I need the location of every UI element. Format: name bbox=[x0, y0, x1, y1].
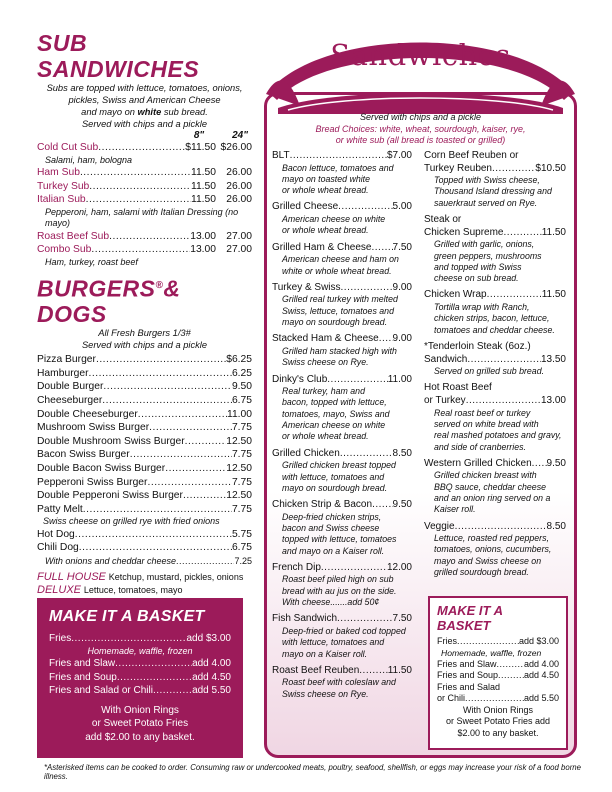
item-name: Sandwich bbox=[424, 353, 468, 365]
item-name: Pizza Burger bbox=[37, 354, 96, 366]
item-description: Ham, turkey, roast beef bbox=[45, 257, 138, 268]
item-price: 27.00 bbox=[226, 244, 252, 256]
item-price: add 4.00 bbox=[192, 658, 231, 669]
item-description: with lettuce, tomatoes and bbox=[282, 471, 385, 482]
item-description: Swiss, lettuce, tomatoes and bbox=[282, 305, 394, 316]
sandwiches-intro: Served with chips and a pickle Bread Choices: white, wheat, sourdough, kaiser, rye, or white sub (all bread is toasted or grilled) bbox=[315, 112, 526, 146]
item-price: 9.50 bbox=[546, 457, 566, 469]
item-price: 9.50 bbox=[392, 499, 412, 511]
basket-fries-row: Fries ..... add $3.00 bbox=[437, 636, 559, 648]
item-name: Fries and Soup bbox=[437, 670, 499, 680]
burgers-intro: All Fresh Burgers 1/3# Served with chips and a pickle bbox=[81, 328, 208, 351]
sandwiches-title: Sandwiches bbox=[330, 38, 511, 72]
sandwich-item-row bbox=[272, 613, 412, 626]
item-price: 8.50 bbox=[392, 447, 412, 459]
item-name: Chicken Wrap bbox=[424, 289, 487, 301]
basket-item-row bbox=[49, 671, 231, 685]
item-price: 7.50 bbox=[392, 613, 412, 625]
sub-sandwiches-title: SUB SANDWICHES bbox=[37, 30, 200, 82]
burger-item-row bbox=[37, 367, 252, 381]
item-description: Pepperoni, ham, salami with Italian Dressing (no mayo) bbox=[45, 206, 239, 229]
item-name: Combo Sub bbox=[37, 244, 92, 256]
item-price: 5.75 bbox=[231, 528, 252, 540]
item-price: 8.50 bbox=[546, 520, 566, 532]
item-price: 11.50 bbox=[541, 289, 566, 301]
sandwich-item-row bbox=[272, 282, 412, 295]
basket-note: With Onion Rings or Sweet Potato Fries add $2.00 to any basket. bbox=[445, 704, 551, 738]
item-description: With cheese.......add 50¢ bbox=[282, 597, 380, 608]
item-price: 9.00 bbox=[392, 333, 412, 345]
spacer bbox=[272, 700, 412, 705]
item-description: mayo on sourdough bread. bbox=[282, 482, 388, 493]
item-name: Chicken Strip & Bacon bbox=[272, 499, 373, 511]
item-name: Grilled Chicken bbox=[272, 447, 340, 459]
item-name: Fish Sandwich bbox=[272, 613, 338, 625]
item-description: tomatoes, onions, cucumbers, bbox=[434, 544, 552, 555]
sub-item-row bbox=[37, 230, 252, 244]
burger-item-row bbox=[37, 421, 252, 435]
basket-right-list bbox=[437, 659, 559, 682]
basket-item-row bbox=[437, 670, 559, 682]
item-description: grilled sourdough bread. bbox=[434, 567, 529, 578]
item-description: tomatoes and cheddar cheese. bbox=[434, 324, 555, 335]
item-description: Grilled with garlic, onions, bbox=[434, 239, 535, 250]
item-description: topped with lettuce, tomatoes bbox=[282, 534, 397, 545]
item-name: Patty Melt bbox=[37, 503, 83, 515]
item-name: Hot Dog bbox=[37, 528, 75, 540]
sandwich-item-row bbox=[272, 150, 412, 163]
item-description: Real turkey, ham and bbox=[282, 386, 365, 397]
sandwich-item-row bbox=[424, 163, 566, 176]
item-name: Roast Beef Sub bbox=[37, 230, 110, 242]
item-name: Turkey Reuben bbox=[424, 162, 492, 174]
item-description: mayo on toasted white bbox=[282, 173, 371, 184]
basket-item-row bbox=[49, 657, 231, 671]
item-description: Roast beef with coleslaw and bbox=[282, 677, 396, 688]
item-description: bacon, topped with lettuce, bbox=[282, 397, 387, 408]
item-description: Thousand Island dressing and bbox=[434, 186, 552, 197]
sandwich-item-row bbox=[424, 521, 566, 534]
item-name: Grilled Ham & Cheese bbox=[272, 241, 372, 253]
item-price: 26.00 bbox=[226, 167, 252, 179]
burger-item-row bbox=[37, 448, 252, 462]
item-name-prefix: Hot Roast Beef bbox=[424, 382, 492, 394]
item-name: Roast Beef Reuben bbox=[272, 664, 360, 676]
item-name: Fries and Salad or Chili bbox=[49, 685, 153, 696]
sandwich-item-row bbox=[424, 395, 566, 408]
item-description: Roast beef piled high on sub bbox=[282, 574, 394, 585]
basket-salad-row-2: or Chili ..... add 5.50 bbox=[437, 693, 559, 705]
item-price: 7.75 bbox=[231, 476, 252, 488]
item-price: 11.50 bbox=[387, 664, 412, 676]
burger-item-row bbox=[37, 462, 252, 476]
item-name: Hamburger bbox=[37, 367, 89, 379]
full-house-row: FULL HOUSE Ketchup, mustard, pickles, onions bbox=[37, 570, 244, 583]
burger-item-row bbox=[37, 353, 252, 367]
item-name-prefix: Steak or bbox=[424, 214, 462, 226]
sandwich-item-row bbox=[424, 354, 566, 367]
subs-intro-line: Subs are topped with lettuce, tomatoes, onions, bbox=[46, 83, 243, 93]
item-price: add 5.50 bbox=[192, 685, 231, 696]
subs-intro-line: and mayo on white sub bread. bbox=[81, 107, 208, 117]
item-description: Real roast beef or turkey bbox=[434, 407, 531, 418]
sandwich-item-row bbox=[272, 499, 412, 512]
burger-item-row bbox=[37, 476, 252, 490]
item-description: real mashed potatoes and gravy, bbox=[434, 430, 562, 441]
item-description: cheese on sub bread. bbox=[434, 273, 519, 284]
item-description: and topped with Swiss bbox=[434, 261, 522, 272]
dogs-list bbox=[37, 528, 252, 555]
dog-item-row bbox=[37, 528, 252, 542]
basket-note: With Onion Rings or Sweet Potato Fries add $2.00 to any basket. bbox=[85, 704, 195, 743]
item-price: 5.00 bbox=[392, 201, 412, 213]
sandwich-item-row bbox=[272, 448, 412, 461]
spacer bbox=[424, 578, 566, 583]
sub-item-row bbox=[37, 141, 252, 155]
basket-fries-desc: Homemade, waffle, frozen bbox=[87, 645, 193, 656]
item-description: served on white bread with bbox=[434, 418, 539, 429]
size-8-label: 8" bbox=[193, 130, 205, 141]
item-name: Grilled Cheese bbox=[272, 201, 339, 213]
item-price: 11.50 bbox=[190, 167, 216, 179]
burger-item-row bbox=[37, 380, 252, 394]
sandwich-item-row bbox=[272, 333, 412, 346]
item-price: $11.50 bbox=[185, 142, 216, 153]
item-price: 9.00 bbox=[392, 281, 412, 293]
item-name: Cheeseburger bbox=[37, 395, 103, 406]
item-price: $7.00 bbox=[386, 150, 412, 161]
item-description: with lettuce, tomatoes and bbox=[282, 637, 385, 648]
item-name: Western Grilled Chicken bbox=[424, 457, 532, 469]
burger-item-row bbox=[37, 503, 252, 517]
item-price: 26.00 bbox=[226, 180, 252, 192]
item-description: white or whole wheat bread. bbox=[282, 265, 392, 276]
item-price: 11.00 bbox=[226, 408, 252, 420]
item-price: 6.25 bbox=[231, 367, 252, 379]
subs-intro-line: pickles, Swiss and American Cheese bbox=[68, 95, 221, 105]
item-description: or whole wheat bread. bbox=[282, 431, 369, 442]
item-description: mayo and Swiss cheese on bbox=[434, 555, 542, 566]
item-name: Italian Sub bbox=[37, 194, 86, 206]
burgers-dogs-title: BURGERS®& DOGS bbox=[37, 275, 181, 328]
sub-item-row bbox=[37, 166, 252, 180]
footnote: *Asterisked items can be cooked to order. Consuming raw or undercooked meats, poultry, seafood, shellfish, or eggs may increase your risk of a food borne illness. bbox=[44, 763, 581, 781]
subs-intro-line: Served with chips and a pickle bbox=[81, 119, 208, 129]
item-price: add 4.50 bbox=[192, 671, 231, 683]
item-price: 7.75 bbox=[231, 449, 252, 461]
item-name: French Dip bbox=[272, 561, 321, 573]
item-name: Cold Cut Sub bbox=[37, 142, 99, 153]
item-price: 11.50 bbox=[190, 194, 216, 206]
left-column bbox=[37, 30, 252, 598]
item-price: add 4.50 bbox=[523, 670, 559, 680]
sub-item-row bbox=[37, 193, 252, 207]
item-price: $10.50 bbox=[535, 162, 566, 174]
item-description: or whole wheat bread. bbox=[282, 185, 369, 196]
item-description: Salami, ham, bologna bbox=[45, 154, 133, 165]
item-price: 27.00 bbox=[226, 230, 252, 242]
item-price: add 4.00 bbox=[523, 658, 559, 669]
basket-title: MAKE IT A BASKET bbox=[49, 608, 205, 625]
item-price: 11.50 bbox=[190, 180, 216, 192]
item-name: Turkey & Swiss bbox=[272, 281, 341, 293]
item-name: Double Bacon Swiss Burger bbox=[37, 462, 166, 474]
item-price: 11.00 bbox=[387, 373, 412, 385]
basket-left-list bbox=[49, 657, 231, 698]
item-name: Mushroom Swiss Burger bbox=[37, 422, 150, 434]
item-name: or Turkey bbox=[424, 395, 466, 407]
item-name: Chicken Supreme bbox=[424, 226, 504, 238]
item-price: 9.50 bbox=[231, 381, 252, 393]
burger-item-row bbox=[37, 489, 252, 503]
item-description: Grilled real turkey with melted bbox=[282, 294, 398, 305]
item-price: 11.50 bbox=[541, 226, 566, 238]
sandwich-item-row bbox=[272, 374, 412, 387]
item-description: Grilled ham stacked high with bbox=[282, 345, 397, 356]
sub-item-row bbox=[37, 180, 252, 194]
sub-item-row bbox=[37, 243, 252, 257]
sandwich-item-row bbox=[272, 562, 412, 575]
item-name: Veggie bbox=[424, 520, 455, 532]
sandwich-item-row bbox=[424, 227, 566, 240]
item-name: Bacon Swiss Burger bbox=[37, 449, 130, 461]
item-description: Grilled chicken breast with bbox=[434, 470, 537, 481]
burger-item-row bbox=[37, 408, 252, 422]
basket-salad-row: Fries and Salad bbox=[437, 681, 501, 692]
item-description: Swiss cheese on Rye. bbox=[282, 357, 369, 368]
item-price: 12.50 bbox=[226, 490, 252, 502]
item-price: 7.50 bbox=[392, 241, 412, 253]
item-price: 7.75 bbox=[231, 422, 252, 434]
item-name: Chili Dog bbox=[37, 542, 79, 554]
item-price: 7.75 bbox=[231, 503, 252, 515]
item-price: 13.00 bbox=[540, 395, 566, 407]
item-description: Tortilla wrap with Ranch, bbox=[434, 302, 530, 313]
patty-melt-desc: Swiss cheese on grilled rye with fried onions bbox=[43, 516, 220, 527]
item-name-prefix: *Tenderloin Steak (6oz.) bbox=[424, 340, 531, 352]
item-name-prefix: Corn Beef Reuben or bbox=[424, 150, 519, 161]
sub-size-headers bbox=[37, 130, 252, 141]
sandwich-item-row bbox=[272, 665, 412, 678]
item-description: and side of cranberries. bbox=[434, 441, 526, 452]
sandwich-item-row bbox=[272, 201, 412, 214]
item-price: $6.25 bbox=[226, 354, 252, 366]
item-price: 12.00 bbox=[386, 561, 412, 573]
subs-list bbox=[37, 141, 252, 269]
sandwich-item-row bbox=[424, 458, 566, 471]
item-description: or whole wheat bread. bbox=[282, 225, 369, 236]
sandwich-item-row bbox=[272, 242, 412, 255]
item-description: Topped with Swiss cheese, bbox=[434, 175, 540, 186]
item-description: bread with au jus on the side. bbox=[282, 585, 397, 596]
item-name: Dinky's Club bbox=[272, 373, 328, 385]
basket-fries-row: Fries ..... add $3.00 bbox=[49, 632, 231, 646]
item-name: Fries and Slaw bbox=[437, 658, 497, 669]
item-description: Lettuce, roasted red peppers, bbox=[434, 533, 549, 544]
item-price: 26.00 bbox=[226, 194, 252, 206]
item-name: Fries and Soup bbox=[49, 671, 117, 683]
item-description: Bacon lettuce, tomatoes and bbox=[282, 162, 394, 173]
basket-item-row bbox=[49, 684, 231, 698]
item-name: Ham Sub bbox=[37, 167, 80, 179]
burger-item-row bbox=[37, 435, 252, 449]
item-description: Deep-fried chicken strips, bbox=[282, 511, 382, 522]
basket-fries-desc: Homemade, waffle, frozen bbox=[441, 647, 542, 658]
item-description: and mayo on a Kaiser roll. bbox=[282, 545, 385, 556]
item-description: BBQ sauce, cheddar cheese bbox=[434, 481, 546, 492]
item-name: Fries and Slaw bbox=[49, 658, 116, 669]
make-it-a-basket-right bbox=[428, 596, 568, 750]
dog-option-row: With onions and cheddar cheese ..... 7.25 bbox=[37, 555, 252, 569]
item-description: Swiss cheese on Rye. bbox=[282, 688, 369, 699]
item-description: green peppers, mushrooms bbox=[434, 250, 542, 261]
item-price: 6.75 bbox=[231, 395, 252, 406]
item-description: Served on grilled sub bread. bbox=[434, 366, 545, 377]
item-price: 13.00 bbox=[190, 230, 216, 242]
make-it-a-basket-left bbox=[37, 598, 243, 758]
item-description: mayo on sourdough bread. bbox=[282, 317, 388, 328]
item-name: Stacked Ham & Cheese bbox=[272, 333, 379, 345]
item-price: 13.50 bbox=[540, 353, 566, 365]
item-description: mayo on a Kaiser roll. bbox=[282, 648, 368, 659]
item-price: 6.75 bbox=[231, 542, 252, 554]
item-price: 12.50 bbox=[226, 435, 252, 447]
item-description: chicken strips, bacon, lettuce, bbox=[434, 313, 550, 324]
item-description: sauerkraut served on Rye. bbox=[434, 197, 538, 208]
sandwiches-col-2 bbox=[424, 150, 566, 583]
item-description: Grilled chicken breast topped bbox=[282, 460, 396, 471]
burgers-list bbox=[37, 353, 252, 516]
item-name: Double Cheeseburger bbox=[37, 408, 138, 420]
subs-intro bbox=[37, 82, 252, 130]
item-name: Turkey Sub bbox=[37, 180, 90, 192]
item-price: 12.50 bbox=[226, 462, 252, 474]
item-description: bacon and Swiss cheese bbox=[282, 522, 380, 533]
sandwiches-col-1 bbox=[272, 150, 412, 705]
burger-item-row bbox=[37, 394, 252, 408]
item-name: BLT bbox=[272, 150, 290, 161]
size-24-label: 24" bbox=[232, 130, 248, 141]
item-name: Pepperoni Swiss Burger bbox=[37, 476, 148, 488]
deluxe-row: DELUXE Lettuce, tomatoes, mayo bbox=[37, 584, 183, 597]
item-name: Double Pepperoni Swiss Burger bbox=[37, 490, 183, 502]
dog-item-row bbox=[37, 541, 252, 555]
item-price: $26.00 bbox=[220, 142, 252, 153]
item-description: American cheese on white bbox=[282, 214, 386, 225]
item-name: Double Burger bbox=[37, 381, 104, 393]
item-name: Double Mushroom Swiss Burger bbox=[37, 435, 185, 447]
item-description: Deep-fried or baked cod topped bbox=[282, 625, 406, 636]
sandwich-item-row bbox=[424, 289, 566, 302]
item-description: Kaiser roll. bbox=[434, 504, 476, 515]
item-description: American cheese and ham on bbox=[282, 254, 399, 265]
item-description: tomatoes, mayo, Swiss and bbox=[282, 408, 390, 419]
basket-title: MAKE IT A BASKET bbox=[437, 603, 503, 633]
item-description: American cheese on white bbox=[282, 420, 386, 431]
item-description: and an onion ring served on a bbox=[434, 492, 551, 503]
basket-item-row bbox=[437, 659, 559, 671]
item-price: 13.00 bbox=[190, 244, 216, 256]
